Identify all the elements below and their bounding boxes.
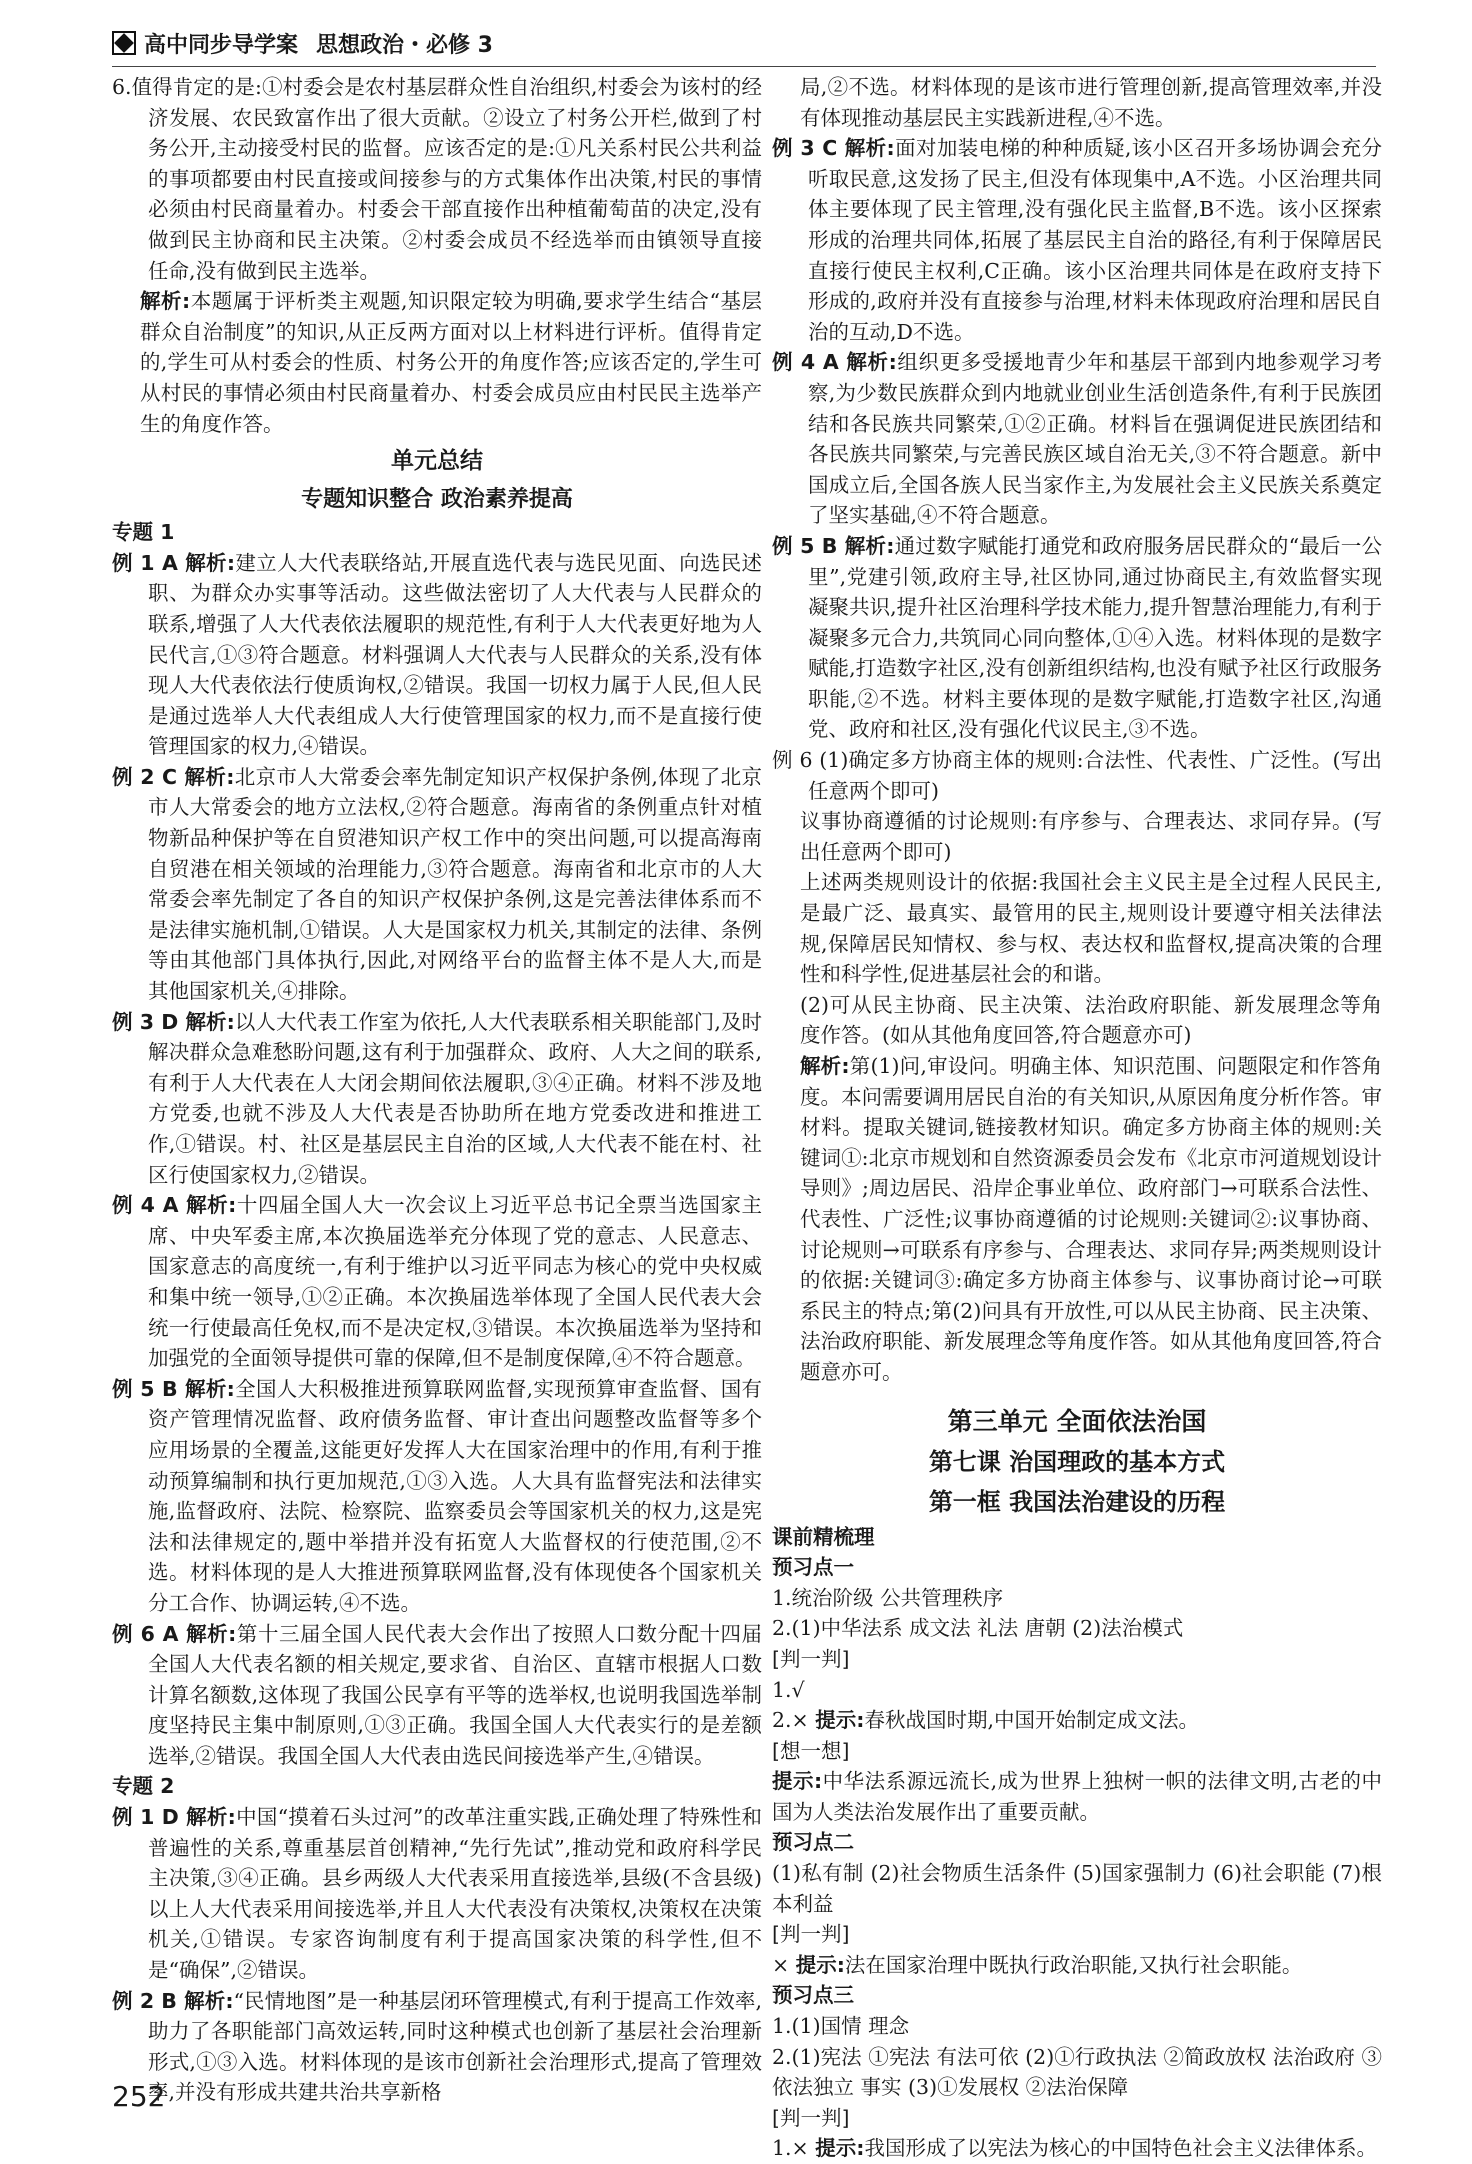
topic1-example: 例 1 A 解析:建立人大代表联络站,开展直选代表与选民见面、向选民述职、为群众办实事等活动。这些做法密切了人大代表与人民群众的联系,增强了人大代表依法履职的规范性,有利于人大代表更好地为人民代言,①③符合题意。材料强调人大代表与人民群众的关系,没有体现人大代表依法行使质询权,②错误。我国一切权力属于人民,但人民是通过选举人大代表组成人大行使管理国家的权力,而不是直接行使管理国家的权力,④错误。 xyxy=(112,550,763,759)
left-column xyxy=(112,72,762,2108)
analysis-label: 解析: xyxy=(140,289,191,314)
judge-heading: [判一判] xyxy=(772,1646,850,1671)
preview-3-line2: 2.(1)宪法 ①宪法 有法可依 (2)①行政执法 ②简政放权 法治政府 ③依法独立 事实 (3)①发展权 ②法治保障 xyxy=(772,2044,1382,2100)
right-column xyxy=(772,72,1382,2164)
judge-2-answer: × 提示:法在国家治理中既执行政治职能,又执行社会职能。 xyxy=(772,1952,1303,1977)
topic1-example: 例 5 B 解析:全国人大积极推进预算联网监督,实现预算审查监督、国有资产管理情况监督、政府债务监督、审计查出问题整改监督等多个应用场景的全覆盖,这能更好发挥人大在国家治理中的作用,有利于推动预算编制和执行更加规范,①③入选。人大具有监督宪法和法律实施,监督政府、法院、检察院、监察委员会等国家机关的权力,这是宪法和法律规定的,题中举措并没有拓宽人大监督权的行使范围,②不选。材料体现的是人大推进预算联网监督,没有体现使各个国家机关分工合作、协调运转,④不选。 xyxy=(112,1376,763,1615)
preview-3-line1: 1.(1)国情 理念 xyxy=(772,2014,910,2039)
judge-2: 2.× 提示:春秋战国时期,中国开始制定成文法。 xyxy=(772,1708,1199,1733)
topic2-example: 例 1 D 解析:中国“摸着石头过河”的改革注重实践,正确处理了特殊性和普遍性的关系,尊重基层首创精神,“先行先试”,推动党和政府科学民主决策,③④正确。县乡两级人大代表采用直接选举,县级(不含县级)以上人大代表采用间接选举,并且人大代表没有决策权,决策权在决策机关,①错误。专家咨询制度有利于提高国家决策的科学性,但不是“确保”,②错误。 xyxy=(112,1805,762,1983)
think-answer: 提示:中华法系源远流长,成为世界上独树一帜的法律文明,古老的中国为人类法治发展作出了重要贡献。 xyxy=(772,1769,1382,1824)
think-heading: [想一想] xyxy=(772,1738,850,1763)
judge-3-answer: 1.× 提示:我国形成了以宪法为核心的中国特色社会主义法律体系。 xyxy=(772,2136,1377,2161)
example-6-part2: 议事协商遵循的讨论规则:有序参与、合理表达、求同存异。(写出任意两个即可) xyxy=(800,809,1382,864)
topic1-example: 例 3 D 解析:以人大代表工作室为依托,人大代表联系相关职能部门,及时解决群众急难愁盼问题,这有利于加强群众、政府、人大之间的联系,有利于人大代表在人大闭会期间依法履职,③④正确。材料不涉及地方党委,也就不涉及人大代表是否协助所在地方党委改进和推进工作,①错误。村、社区是基层民主自治的区域,人大代表不能在村、社区行使国家权力,②错误。 xyxy=(112,1009,763,1187)
header-book-title: 高中同步导学案 xyxy=(144,32,299,58)
running-header xyxy=(112,26,493,60)
preview-2-line1: (1)私有制 (2)社会物质生活条件 (5)国家强制力 (6)社会职能 (7)根本利益 xyxy=(772,1861,1382,1916)
topic1-example: 例 6 A 解析:第十三届全国人民代表大会作出了按照人口数分配十四届全国人大代表名额的相关规定,要求省、自治区、直辖市根据人口数计算名额数,这体现了我国公民享有平等的选举权,也说明我国选举制度坚持民主集中制原则,①③正确。我国全国人大代表实行的是差额选举,②错误。我国全国人大代表由选民间接选举产生,④错误。 xyxy=(112,1621,762,1768)
preview-1-line1: 1.统治阶级 公共管理秩序 xyxy=(772,1585,1004,1610)
pre-class-heading: 课前精梳理 xyxy=(772,1524,875,1549)
judge-1: 1.√ xyxy=(772,1677,805,1702)
continued-text: 局,②不选。材料体现的是该市进行管理创新,提高管理效率,并没有体现推动基层民主实践新进程,④不选。 xyxy=(800,75,1382,130)
analysis-text: 本题属于评析类主观题,知识限定较为明确,要求学生结合“基层群众自治制度”的知识,从正反两方面对以上材料进行评析。值得肯定的,学生可从村委会的性质、村务公开的角度作答;应该否定的,学生可从村民的事情必须由村民商量着办、村委会成员应由村民民主选举产生的角度作答。 xyxy=(140,289,762,436)
topic-2-heading: 专题 2 xyxy=(112,1774,175,1799)
preview-point-1: 预习点一 xyxy=(772,1555,854,1580)
topic1-example: 例 2 C 解析:北京市人大常委会率先制定知识产权保护条例,体现了北京市人大常委会的地方立法权,②符合题意。海南省的条例重点针对植物新品种保护等在自贸港知识产权工作中的突出问题,可以提高海南自贸港在相关领域的治理能力,③符合题意。海南省和北京市的人大常委会率先制定了各自的知识产权保护条例,这是完善法律体系而不是法律实施机制,①错误。人大是国家权力机关,其制定的法律、条例等由其他部门具体执行,因此,对网络平台的监督主体不是人大,而是其他国家机关,④排除。 xyxy=(112,764,763,1004)
preview-1-line2: 2.(1)中华法系 成文法 礼法 唐朝 (2)法治模式 xyxy=(772,1616,1184,1641)
header-subject: 思想政治・必修 3 xyxy=(316,32,493,58)
header-divider xyxy=(112,66,1376,67)
example-6-part4: (2)可从民主协商、民主决策、法治政府职能、新发展理念等角度作答。(如从其他角度回答,符合题意亦可) xyxy=(800,992,1382,1048)
page-number: 252 xyxy=(112,2080,166,2113)
topic2-example: 例 3 C 解析:面对加装电梯的种种质疑,该小区召开多场协调会充分听取民意,这发扬了民主,但没有体现集中,A不选。小区治理共同体主要体现了民主管理,没有强化民主监督,B不选。该小区探索形成的治理共同体,拓展了基层民主自治的路径,有利于保障居民直接行使民主权利,C正确。该小区治理共同体是在政府支持下形成的,政府并没有直接参与治理,材料未体现政府治理和居民自治的互动,D不选。 xyxy=(772,136,1382,344)
unit-summary-subtitle: 专题知识整合 政治素养提高 xyxy=(301,487,573,513)
example-6-part1: 例 6 (1)确定多方协商主体的规则:合法性、代表性、广泛性。(写出任意两个即可) xyxy=(772,748,1382,803)
preview-point-3: 预习点三 xyxy=(772,1983,854,2008)
preview-point-2: 预习点二 xyxy=(772,1830,854,1855)
topic2-example: 例 5 B 解析:通过数字赋能打通党和政府服务居民群众的“最后一公里”,党建引领,政府主导,社区协同,通过协商民主,有效监督实现凝聚共识,提升社区治理科学技术能力,提升智慧治理能力,有利于凝聚多元合力,共筑同心同向整体,①④入选。材料体现的是数字赋能,打造数字社区,没有创新组织结构,也没有赋予社区行政服务职能,②不选。材料主要体现的是数字赋能,打造数字社区,沟通党、政府和社区,没有强化代议民主,③不选。 xyxy=(772,533,1382,742)
q6-analysis xyxy=(112,286,762,439)
frame-1-title: 第一框 我国法治建设的历程 xyxy=(928,1487,1226,1516)
q6-answer: 6.值得肯定的是:①村委会是农村基层群众性自治组织,村委会为该村的经济发展、农民致富作出了很大贡献。②设立了村务公开栏,做到了村务公开,主动接受村民的监督。应该否定的是:①凡关系村民公共利益的事项都要由村民直接或间接参与的方式集体作出决策,村民的事情必须由村民商量着办。村委会干部直接作出种植葡萄苗的决定,没有做到民主协商和民主决策。②村委会成员不经选举而由镇领导直接任命,没有做到民主选举。 xyxy=(112,75,762,283)
topic1-example: 例 4 A 解析:十四届全国人大一次会议上习近平总书记全票当选国家主席、中央军委主席,本次换届选举充分体现了党的意志、人民意志、国家意志的高度统一,有利于维护以习近平同志为核心的党中央权威和集中统一领导,①②正确。本次换届选举体现了全国人民代表大会统一行使最高任免权,而不是决定权,③错误。本次换届选举为坚持和加强党的全面领导提供可靠的保障,但不是制度保障,④不符合题意。 xyxy=(112,1193,762,1371)
unit-summary-title: 单元总结 xyxy=(391,448,483,475)
judge-heading-3: [判一判] xyxy=(772,2105,850,2130)
topic2-example: 例 2 B 解析:“民情地图”是一种基层闭环管理模式,有利于提高工作效率,助力了各职能部门高效运转,同时这种模式也创新了基层社会治理新形式,①③入选。材料体现的是该市创新社会治理形式,提高了管理效率,并没有形成共建共治共享新格 xyxy=(112,1988,762,2105)
topic-1-heading: 专题 1 xyxy=(112,520,175,545)
example-6-part3: 上述两类规则设计的依据:我国社会主义民主是全过程人民民主,是最广泛、最真实、最管用的民主,规则设计要遵守相关法律法规,保障居民知情权、参与权、表达权和监督权,提高决策的合理性和科学性,促进基层社会的和谐。 xyxy=(800,870,1382,987)
example-6-analysis: 解析:第(1)问,审设问。明确主体、知识范围、问题限定和作答角度。本问需要调用居民自治的有关知识,从原因角度分析作答。审材料。提取关键词,链接教材知识。确定多方协商主体的规则:关键词①:北京市规划和自然资源委员会发布《北京市河道规划设计导则》;周边居民、沿岸企事业单位、政府部门→可联系合法性、代表性、广泛性;议事协商遵循的讨论规则:关键词②:议事协商、讨论规则→可联系有序参与、合理表达、求同存异;两类规则设计的依据:关键词③:确定多方协商主体参与、议事协商讨论→可联系民主的特点;第(2)问具有开放性,可以从民主协商、民主决策、法治政府职能、新发展理念等角度作答。如从其他角度回答,符合题意亦可。 xyxy=(800,1054,1382,1384)
topic2-example: 例 4 A 解析:组织更多受援地青少年和基层干部到内地参观学习考察,为少数民族群众到内地就业创业生活创造条件,有利于民族团结和各民族共同繁荣,①②正确。材料旨在强调促进民族团结和各民族共同繁荣,与完善民族区域自治无关,③不符合题意。新中国成立后,全国各族人民当家作主,为发展社会主义民族关系奠定了坚实基础,④不符合题意。 xyxy=(772,350,1382,528)
lesson-7-title: 第七课 治国理政的基本方式 xyxy=(928,1447,1226,1476)
judge-heading-2: [判一判] xyxy=(772,1922,850,1947)
book-logo-icon xyxy=(112,31,136,55)
unit-3-title: 第三单元 全面依法治国 xyxy=(947,1406,1207,1436)
